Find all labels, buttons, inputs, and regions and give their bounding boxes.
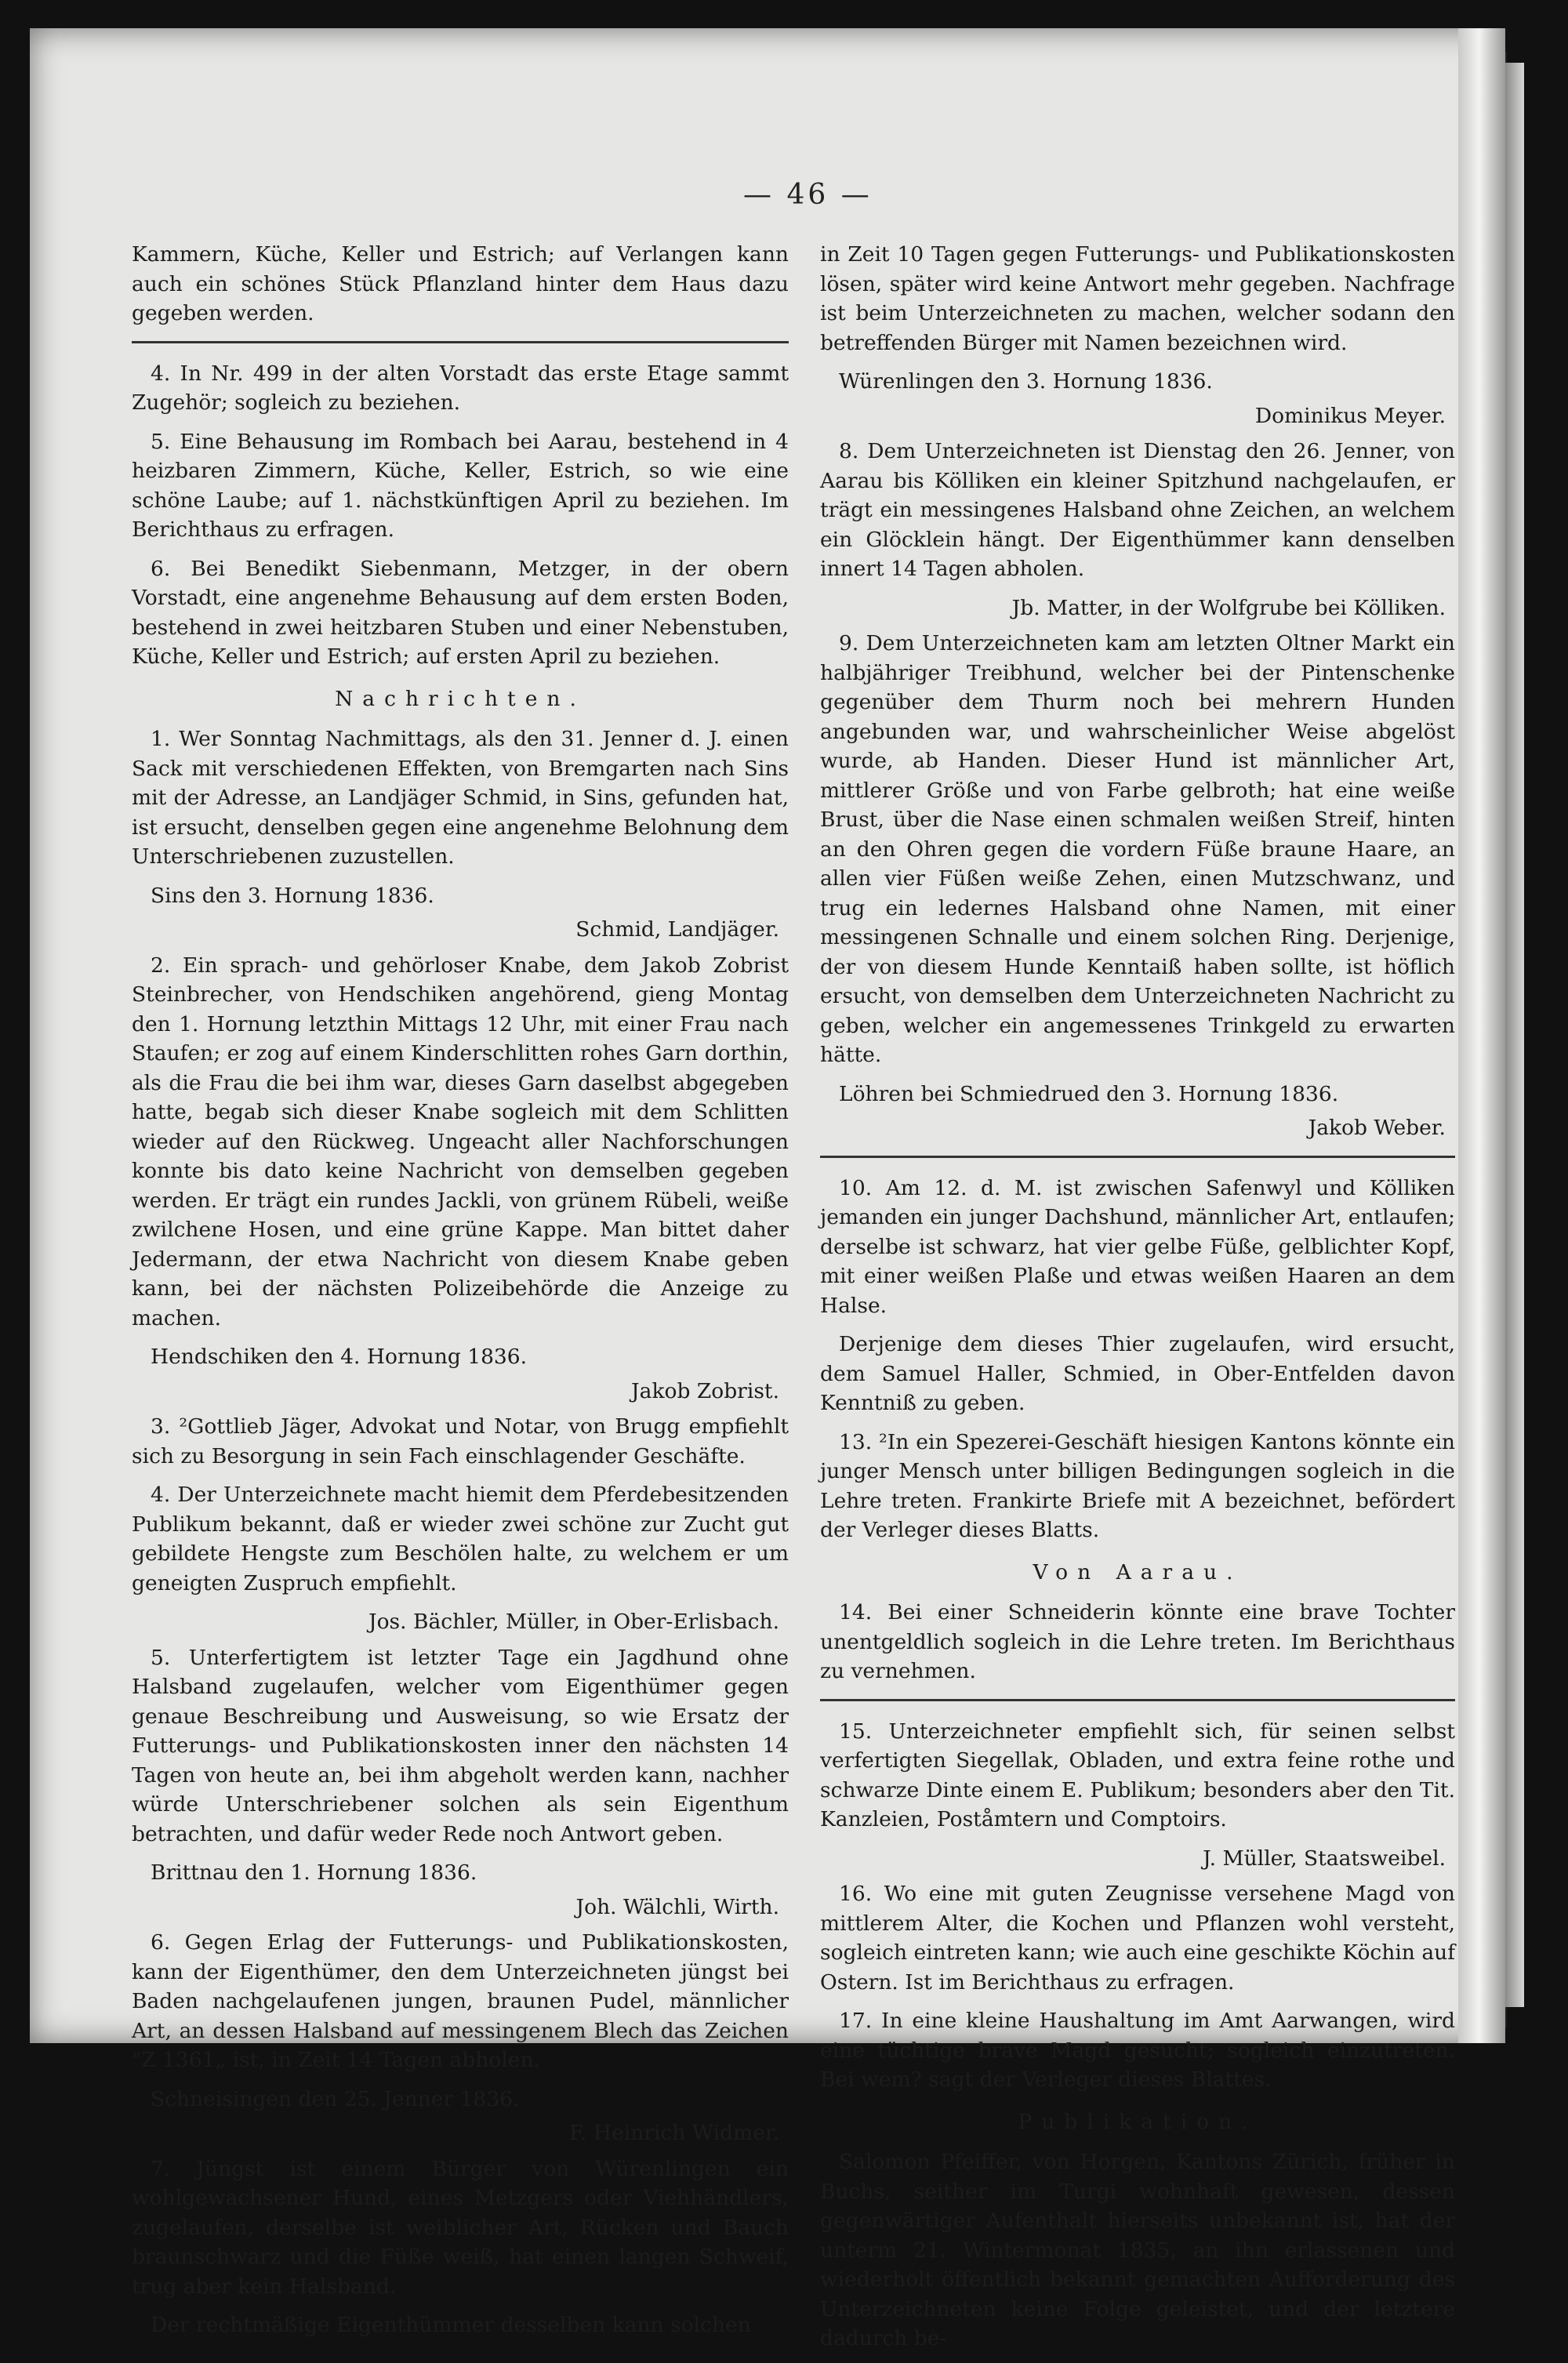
section-heading-aarau: Von Aarau. [1033,1559,1243,1584]
news-10-request: Derjenige dem dieses Thier zugelaufen, wird ersucht, dem Samuel Haller, Schmied, in Ober-Entfelden davon Kenntniß zu geben. [820,1332,1455,1415]
notice-5: 5. Eine Behausung im Rombach bei Aarau, bestehend in 4 heizbaren Zimmern, Küche, Keller, Estrich, so wie eine schöne Laube; auf 1. nächstkünftigen April zu beziehen. Im Berichthaus zu erfragen. [132,429,789,542]
news-16: 16. Wo eine mit guten Zeugnisse versehene Magd von mittlerem Alter, die Kochen und Pflanzen wohl versteht, sogleich eintreten kann; wie auch eine geschikte Köchin auf Ostern. Ist im Berichthaus zu erfragen. [820,1882,1455,1995]
page-number: — 46 — [743,179,873,211]
divider [820,1156,1455,1158]
news-8-signature: Jb. Matter, in der Wolfgrube bei Kölliken. [1011,595,1446,620]
news-15-signature: J. Müller, Staatsweibel. [1203,1846,1446,1871]
news-7-continued: Der rechtmäßige Eigenthümmer desselben kann solchen [151,2313,751,2337]
news-9-signature: Jakob Weber. [1308,1116,1446,1140]
news-10: 10. Am 12. d. M. ist zwischen Safenwyl und Kölliken jemanden ein junger Dachshund, männlicher Art, entlaufen; derselbe ist schwarz, hat vier gelbe Füße, gelblichter Kopf, mit einer weißen Plaße und etwas weißen Haaren an dem Halse. [820,1175,1455,1318]
intro-paragraph: Kammern, Küche, Keller und Estrich; auf Verlangen kann auch ein schönes Stück Pflanzland hinter dem Haus dazu gegeben werden. [132,242,789,325]
news-15: 15. Unterzeichneter empfiehlt sich, für seinen selbst verfertigten Siegellak, Obladen, und extra feine rothe und schwarze Dinte einem E. Publikum; besonders aber den Tit. Kanzleien, Poståmtern und Comptoirs. [820,1719,1455,1831]
news-8: 8. Dem Unterzeichneten ist Dienstag den 26. Jenner, von Aarau bis Kölliken ein kleiner Spitzhund nachgelaufen, er trägt ein messingenes Halsband ohne Zeichen, an welchem ein Glöcklein hängt. Der Eigenthümmer kann denselben innert 14 Tagen abholen. [820,439,1455,581]
news-1-date: Sins den 3. Hornung 1836. [151,883,434,908]
notice-4: 4. In Nr. 499 in der alten Vorstadt das erste Etage sammt Zugehör; sogleich zu beziehen. [132,361,789,415]
newspaper-page [30,28,1504,2350]
news-5: 5. Unterfertigtem ist letzter Tage ein Jagdhund ohne Halsband zugelaufen, welcher vom Eigenthümer gegen genaue Beschreibung und Ausweisung, so wie Ersatz der Futterungs- und Publikationskosten inner den nächsten 14 Tagen von heute an, bei ihm abgeholt werden kann, nachher würde Unterschriebener solchen als sein Eigenthum betrachten, und dafür weder Rede noch Antwort geben. [132,1645,789,1846]
publication-text: Salomon Pfeiffer, von Horgen, Kantons Zürich, früher in Buchs, seither im Turgi wohnhaft gewesen, dessen gegenwärtiger Aufenthalt hierseits unbekannt ist, hat der unterm 21. Wintermonat 1835, an ihn erlassenen und wiederholt öffentlich bekannt gemachten Aufforderung des Unterzeichneten keine Folge geleistet, und der letztere dadurch be- [820,2150,1455,2350]
news-6-date: Schneisingen den 25. Jenner 1836. [151,2086,520,2111]
news-7-signature: Dominikus Meyer. [1254,403,1446,428]
news-7: 7. Jüngst ist einem Bürger von Würenlingen ein wohlgewachsener Hund, eines Metzgers oder Viehhändlers, zugelaufen, derselbe ist weiblicher Art, Rücken und Bauch braunschwarz und die Füße weiß, hat einen langen Schweif, trug aber kein Halsband. [132,2156,789,2299]
news-14: 14. Bei einer Schneiderin könnte eine brave Tochter unentgeldlich sogleich in die Lehre treten. Im Berichthaus zu vernehmen. [820,1600,1455,1683]
divider [132,341,789,343]
right-column [820,240,1455,2363]
news-4: 4. Der Unterzeichnete macht hiemit dem Pferdebesitzenden Publikum bekannt, daß er wieder zwei schöne zur Zucht gut gebildete Hengste zum Beschölen halte, zu welchem er um geneigten Zuspruch empfiehlt. [132,1483,789,1595]
news-2-date: Hendschiken den 4. Hornung 1836. [151,1345,528,1369]
news-9-date: Löhren bei Schmiedrued den 3. Hornung 1836. [839,1081,1339,1106]
news-6: 6. Gegen Erlag der Futterungs- und Publikationskosten, kann der Eigenthümer, den dem Unterzeichneten jüngst bei Baden nachgelaufenen jungen, braunen Pudel, männlicher Art, an dessen Halsband auf messingenem Blech das Zeichen "Z 1361„ ist, in Zeit 14 Tagen abholen. [132,1930,789,2072]
news-6-signature: F. Heinrich Widmer. [568,2121,779,2145]
news-3: 3. ²Gottlieb Jäger, Advokat und Notar, von Brugg empfiehlt sich zu Besorgung in sein Fach einschlagender Geschäfte. [132,1414,789,1468]
left-column [132,240,789,2350]
news-5-date: Brittnau den 1. Hornung 1836. [151,1860,477,1885]
news-4-signature: Jos. Bächler, Müller, in Ober-Erlisbach. [368,1610,779,1634]
news-5-signature: Joh. Wälchli, Wirth. [575,1894,779,1919]
divider [820,1699,1455,1701]
news-13: 13. ²In ein Spezerei-Geschäft hiesigen Kantons könnte ein junger Mensch unter billigen Bedingungen sogleich in die Lehre treten. Frankirte Briefe mit A bezeichnet, befördert der Verleger dieses Blatts. [820,1429,1455,1542]
notice-6: 6. Bei Benedikt Siebenmann, Metzger, in der obern Vorstadt, eine angenehme Behausung auf dem ersten Boden, bestehend in zwei heitzbaren Stuben und einer Nebenstuben, Küche, Keller und Estrich; auf ersten April zu beziehen. [132,556,789,669]
news-2: 2. Ein sprach- und gehörloser Knabe, dem Jakob Zobrist Steinbrecher, von Hendschiken angehörend, gieng Montag den 1. Hornung letzthin Mittags 12 Uhr, mit einer Frau nach Staufen; er zog auf einem Kinderschlitten rohes Garn dorthin, als die Frau die bei ihm war, dieses Garn daselbst abgegeben hatte, begab sich dieser Knabe sogleich mit dem Schlitten wieder auf den Rückweg. Ungeacht aller Nachforschungen konnte bis dato keine Nachricht von demselben gegeben werden. Er trägt ein rundes Jackli, von grünem Rübeli, weiße zwilchene Hosen, und eine grüne Kappe. Man bittet daher Jedermann, der etwa Nachricht von diesem Knabe geben kann, bei der nächsten Polizeibehörde die Anzeige zu machen. [132,953,789,1330]
news-9: 9. Dem Unterzeichneten kam am letzten Oltner Markt ein halbjähriger Treibhund, welcher bei der Pintenschenke gegenüber dem Thurm noch bei mehrern Hunden angebunden war, und wahrscheinlicher Weise abgelöst wurde, ab Handen. Dieser Hund ist männlicher Art, mittlerer Größe und von Farbe gelbroth; hat eine weiße Brust, über die Nase einen schmalen weißen Streif, hinten an den Ohren gegen die vordern Füße braune Haare, an allen vier Füßen weiße Zehen, einen Mutzschwanz, und trug ein ledernes Halsband ohne Namen, mit einer messingenen Schnalle und einem solchen Ring. Derjenige, der von diesem Hunde Kenntaiß haben sollte, ist höflich ersucht, von demselben dem Unterzeichneten Nachricht zu geben, welcher ein angemessenes Trinkgeld zu erwarten hätte. [820,631,1455,1067]
news-17: 17. In eine kleine Haushaltung im Amt Aarwangen, wird eine tüchtige brave Magd gesucht; sogleich einzutreten. Bei wem? sagt der Verleger dieses Blattes. [820,2009,1455,2092]
book-spine [1458,28,1505,2043]
news-7-end: in Zeit 10 Tagen gegen Futterungs- und Publikationskosten lösen, später wird keine Antwort mehr gegeben. Nachfrage ist beim Unterzeichneten zu machen, welcher sodann den betreffenden Bürger mit Namen bezeichnen wird. [820,242,1455,355]
section-heading-news: Nachrichten. [335,686,586,711]
news-1-signature: Schmid, Landjäger. [575,917,779,942]
news-1: 1. Wer Sonntag Nachmittags, als den 31. Jenner d. J. einen Sack mit verschiedenen Effekten, von Bremgarten nach Sins mit der Adresse, an Landjäger Schmid, in Sins, gefunden hat, ist ersucht, denselben gegen eine angenehme Belohnung dem Unterschriebenen zuzustellen. [132,727,789,869]
news-2-signature: Jakob Zobrist. [631,1378,779,1403]
section-heading-publication: Publikation. [1018,2109,1258,2134]
news-7-date: Würenlingen den 3. Hornung 1836. [839,369,1213,394]
page-stack-edge [1505,63,1524,2007]
